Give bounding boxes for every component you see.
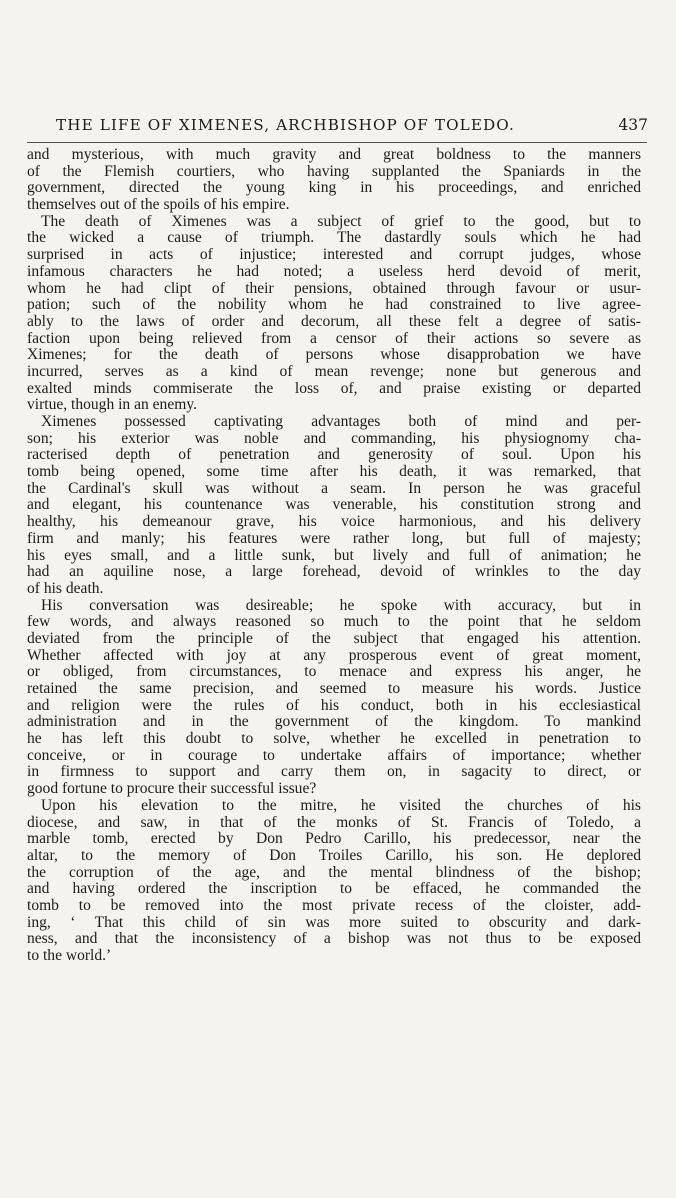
running-title: THE LIFE OF XIMENES, ARCHBISHOP OF TOLEDO. [56,116,515,134]
text-line: in firmness to support and carry them on, in sagacity to direct, or [27,764,641,781]
text-line: racterised depth of penetration and generosity of soul. Upon his [27,447,641,464]
text-line: conceive, or in courage to undertake affairs of importance; whether [27,747,641,764]
text-line: exalted minds commiserate the loss of, and praise existing or departed [27,380,641,397]
page-number: 437 [618,116,648,134]
text-line: incurred, serves as a kind of mean revenge; none but generous and [27,363,641,380]
text-line: of his death. [27,580,104,597]
text-line: and having ordered the inscription to be effaced, he commanded the [27,881,641,898]
text-line: His conversation was desireable; he spoke with accuracy, but in [41,597,641,614]
text-line: to the world.’ [27,948,112,964]
text-line: tomb being opened, some time after his death, it was remarked, that [27,464,641,481]
text-line: firm and manly; his features were rather long, but full of majesty; [27,530,641,547]
text-line: and mysterious, with much gravity and great boldness to the manners [27,147,641,163]
text-line: virtue, though in an enemy. [27,397,197,414]
text-line: pation; such of the nobility whom he had constrained to live agree- [27,297,641,314]
text-line: ably to the laws of order and decorum, all these felt a degree of satis- [27,313,641,330]
header-rule [27,142,647,143]
text-line: or obliged, from circumstances, to menace and express his anger, he [27,664,641,681]
text-line: had an aquiline nose, a large forehead, devoid of wrinkles to the day [27,564,641,581]
paragraph [27,214,641,414]
text-line: retained the same precision, and seemed to measure his words. Justice [27,681,641,697]
text-line: ing, ‘ That this child of sin was more suited to obscurity and dark- [27,914,641,931]
text-line: whom he had clipt of their pensions, obtained through favour or usur- [27,280,641,297]
text-line: his eyes small, and a little sunk, but lively and full of animation; he [27,547,641,564]
text-line: altar, to the memory of Don Troiles Carillo, his son. He deplored [27,847,641,864]
paragraph [27,598,641,798]
text-line: the wicked a cause of triumph. The dastardly souls which he had [27,230,641,247]
paragraph [27,147,641,214]
text-line: Ximenes possessed captivating advantages both of mind and per- [41,414,641,430]
paragraph [27,798,641,965]
text-line: marble tomb, erected by Don Pedro Carillo, his predecessor, near the [27,831,641,848]
text-line: and elegant, his countenance was venerable, his constitution strong and [27,497,641,514]
body-text [27,147,641,965]
text-line: ness, and that the inconsistency of a bishop was not thus to be exposed [27,931,641,948]
text-line: good fortune to procure their successful issue? [27,781,317,798]
text-line: surprised in acts of injustice; interested and corrupt judges, whose [27,247,641,264]
text-line: faction upon being relieved from a censor of their actions so severe as [27,330,641,347]
page-header [38,116,648,138]
text-line: son; his exterior was noble and commanding, his physiognomy cha- [27,430,641,447]
text-line: deviated from the principle of the subject that engaged his attention. [27,630,641,647]
text-line: healthy, his demeanour grave, his voice harmonious, and his delivery [27,514,641,531]
text-line: tomb to be removed into the most private recess of the cloister, add- [27,897,641,914]
text-line: he has left this doubt to solve, whether he excelled in penetration to [27,731,641,748]
text-line: few words, and always reasoned so much to the point that he seldom [27,614,641,631]
text-line: Ximenes; for the death of persons whose disapprobation we have [27,347,641,364]
text-line: diocese, and saw, in that of the monks of St. Francis of Toledo, a [27,814,641,831]
text-line: The death of Ximenes was a subject of grief to the good, but to [41,213,641,230]
text-line: administration and in the government of the kingdom. To mankind [27,714,641,731]
text-line: Upon his elevation to the mitre, he visited the churches of his [41,797,641,814]
text-line: infamous characters he had noted; a useless herd devoid of merit, [27,263,641,280]
text-line: the corruption of the age, and the mental blindness of the bishop; [27,864,641,881]
text-line: themselves out of the spoils of his empire. [27,197,290,214]
text-line: the Cardinal's skull was without a seam. In person he was graceful [27,480,641,497]
text-line: of the Flemish courtiers, who having supplanted the Spaniards in the [27,163,641,180]
text-line: Whether affected with joy at any prosperous event of great moment, [27,647,641,664]
paragraph [27,414,641,598]
text-line: and religion were the rules of his conduct, both in his ecclesiastical [27,697,641,714]
text-line: government, directed the young king in his proceedings, and enriched [27,180,641,197]
